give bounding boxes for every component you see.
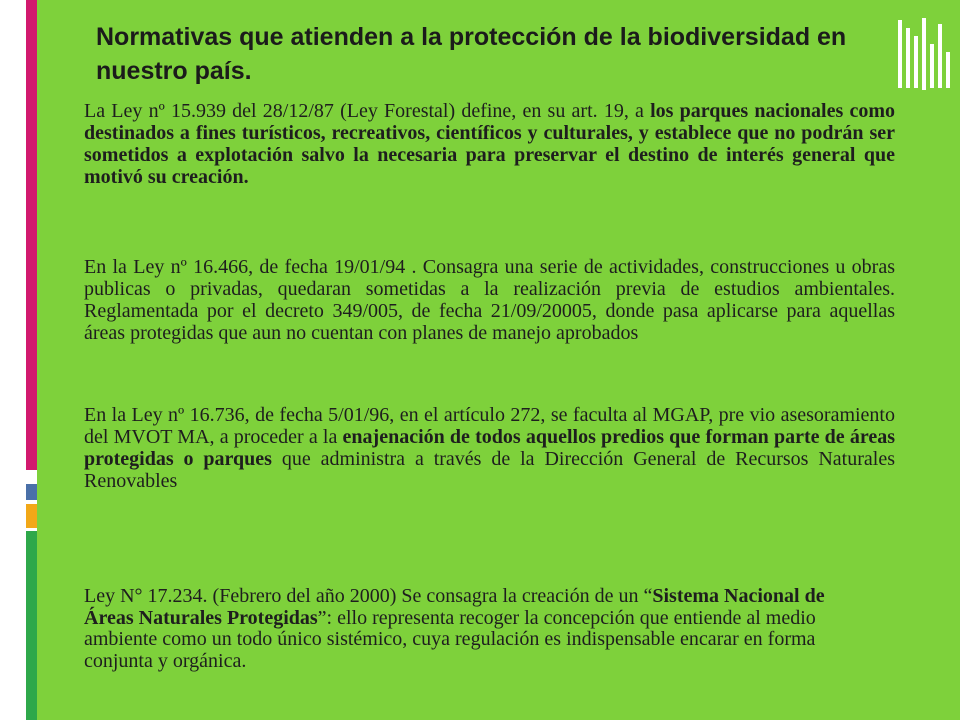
accent-bar-blue <box>26 484 37 500</box>
paragraph-text-end: que administra a través de la Dirección General de Recursos Naturales Renovables <box>84 448 895 492</box>
paragraph-emphasis: enajenación de todos aquellos predios que forman parte de áreas protegidas o parques <box>84 426 896 470</box>
paragraph-text: En la Ley nº 16.466, de fecha 19/01/94 . Consagra una serie de actividades, construcciones u obras publicas o privadas, quedaran sometidas a la realización previa de estudios ambientales. Reglamentada por el decreto 349/005, de fecha 21/09/20005, donde pasa aplicarse para aquellas áreas protegidas que aun no cuentan con planes de manejo aprobados <box>84 256 895 344</box>
accent-bar-orange <box>26 504 37 528</box>
paragraph-text: La Ley nº 15.939 del 28/12/87 (Ley Forestal) define, en su art. 19, a <box>84 100 651 122</box>
slide-title: Normativas que atienden a la protección de la biodiversidad en nuestro país. <box>96 23 847 85</box>
paragraph-text: Ley N° 17.234. (Febrero del año 2000) Se consagra la creación de un “ <box>84 585 653 607</box>
paragraph-ley-17234 <box>84 586 844 672</box>
paragraph-emphasis: Sistema Nacional de Áreas Naturales Protegidas <box>84 585 825 629</box>
paragraph-ley-15939 <box>84 100 895 188</box>
paragraph-text: En la Ley nº 16.736, de fecha 5/01/96, en el artículo 272, se faculta al MGAP, pre vio asesoramiento del MVOT MA, a proceder a la <box>84 404 895 448</box>
decorative-bars-icon <box>898 18 950 90</box>
paragraph-ley-16466 <box>84 256 895 344</box>
paragraph-text-end: ”: ello representa recoger la concepción que entiende al medio ambiente como un todo único sistémico, cuya regulación es indispensable encarar en forma conjunta y orgánica. <box>84 606 816 672</box>
paragraph-emphasis: los parques nacionales como destinados a fines turísticos, recreativos, científicos y culturales, y establece que no podrán ser sometidos a explotación salvo la necesaria para preservar el destino de interés general que motivó su creación. <box>84 100 895 188</box>
paragraph-ley-16736 <box>84 404 895 492</box>
accent-bar-green <box>26 531 37 720</box>
accent-bar-pink <box>26 0 37 470</box>
